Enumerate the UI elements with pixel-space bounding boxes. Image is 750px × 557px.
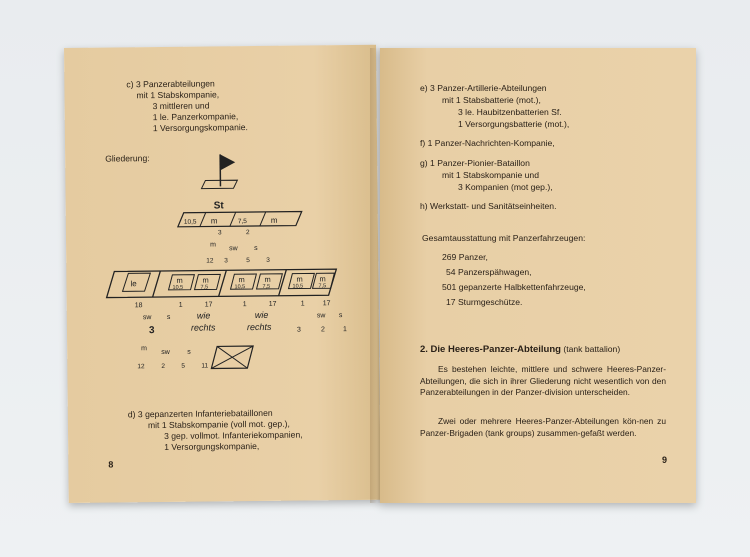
company-sub-1: 10,5 — [172, 284, 184, 291]
bottom-label-s-1: s — [166, 313, 171, 321]
section-c-line-5: 1 Versorgungskompanie. — [152, 122, 248, 134]
hq-box-3: 7,5 — [237, 218, 247, 226]
right-page — [380, 48, 696, 503]
hq-staff-label-m: m — [210, 241, 216, 249]
company-box-m2: m — [202, 275, 209, 285]
supply-label-s: s — [187, 348, 191, 356]
company-box-le: le — [130, 279, 137, 289]
section-c-line-4: 1 le. Panzerkompanie, — [152, 111, 239, 123]
supply-num-4: 11 — [201, 362, 209, 370]
company-box-m6: m — [319, 274, 326, 284]
section-d-line-4: 1 Versorgungskompanie, — [164, 440, 260, 452]
section-f: f) 1 Panzer-Nachrichten-Kompanie, — [420, 138, 555, 148]
gesamt-line-2: 54 Panzerspähwagen, — [446, 267, 532, 277]
hq-box-group — [178, 212, 302, 237]
company-sub-3: 10,5 — [234, 284, 246, 291]
supply-label-sw: sw — [161, 348, 170, 356]
company-count-6: 1 — [300, 300, 305, 308]
company-count-5: 17 — [268, 300, 277, 308]
company-sub-4: 7,5 — [262, 283, 271, 290]
gesamt-title: Gesamtausstattung mit Panzerfahrzeugen: — [422, 233, 586, 243]
bottom-num-3: 2 — [320, 326, 325, 334]
paragraph-1: Es bestehen leichte, mittlere und schwere Heeres-Panzer-Abteilungen, die sich in ihrer Gliederung nicht wesentlich von den Panzerabteilungen in der Panzer-division unterscheiden. — [420, 364, 666, 398]
section-g-line-2: mit 1 Stabskompanie und — [442, 170, 539, 180]
bottom-label-rechts-1: rechts — [190, 322, 216, 333]
hq-box-2: m — [210, 216, 218, 226]
company-boxes — [106, 269, 336, 297]
section-heading-sub: (tank battalion) — [560, 344, 621, 354]
st-label: St — [213, 200, 224, 212]
gesamt-line-1: 269 Panzer, — [442, 252, 488, 262]
page-number-right: 9 — [662, 455, 668, 465]
company-count-3: 17 — [204, 301, 213, 309]
bottom-num-4: 1 — [342, 326, 347, 334]
open-booklet — [64, 48, 694, 503]
section-d-line-1: d) 3 gepanzerten Infanteriebataillonen — [127, 407, 273, 420]
gesamt-line-3: 501 gepanzerte Halbkettenfahrzeuge, — [442, 282, 586, 292]
company-count-1: 18 — [134, 302, 143, 310]
bottom-row — [143, 309, 347, 336]
hq-staff-num-2: 3 — [224, 257, 228, 265]
supply-crate-icon — [211, 346, 253, 368]
supply-row — [137, 344, 253, 370]
supply-num-1: 12 — [137, 363, 145, 371]
company-sub-5: 10,5 — [292, 283, 304, 290]
company-sub-2: 7,5 — [200, 284, 209, 291]
section-c-line-3: 3 mittleren und — [152, 100, 210, 112]
gesamt-line-4: 17 Sturmgeschütze. — [446, 297, 523, 307]
section-e-line-4: 1 Versorgungsbatterie (mot.), — [458, 119, 570, 129]
section-e-line-3: 3 le. Haubitzenbatterien Sf. — [458, 107, 562, 117]
supply-num-3: 5 — [181, 362, 186, 370]
bottom-label-wie-1: wie — [196, 310, 211, 321]
hq-box-1: 10,5 — [183, 218, 197, 226]
left-page — [64, 45, 381, 503]
company-count-4: 1 — [242, 301, 247, 309]
hq-staff-num-1: 12 — [206, 257, 214, 265]
hq-count-2: 2 — [245, 229, 250, 237]
hq-count-1: 3 — [217, 229, 222, 237]
section-h: h) Werkstatt- und Sanitätseinheiten. — [420, 201, 557, 211]
bottom-label-sw-1: sw — [142, 314, 152, 322]
company-box-m4: m — [264, 274, 271, 284]
hq-staff-num-3: 5 — [246, 257, 250, 265]
company-box-m1: m — [176, 275, 183, 285]
gliederung-label: Gliederung: — [105, 153, 150, 164]
section-g-line-1: g) 1 Panzer-Pionier-Bataillon — [420, 158, 530, 168]
bottom-label-s-2: s — [338, 312, 343, 320]
section-c-line-1: c) 3 Panzerabteilungen — [126, 78, 215, 90]
company-box-m3: m — [238, 275, 245, 285]
company-counts — [135, 300, 331, 309]
supply-label-m: m — [141, 345, 148, 353]
section-heading — [420, 344, 620, 356]
organization-diagram — [65, 145, 368, 398]
company-count-7: 17 — [322, 300, 331, 308]
section-e-line-1: e) 3 Panzer-Artillerie-Abteilungen — [420, 83, 547, 93]
section-d-line-2: mit 1 Stabskompanie (voll mot. gep.), — [147, 418, 290, 431]
section-d-line-3: 3 gep. vollmot. Infanteriekompanien, — [164, 429, 303, 441]
bottom-label-sw-2: sw — [316, 312, 326, 320]
section-e-line-2: mit 1 Stabsbatterie (mot.), — [442, 95, 541, 105]
bottom-num-2: 3 — [296, 326, 301, 334]
supply-num-2: 2 — [161, 362, 166, 370]
hq-staff-num-4: 3 — [266, 256, 270, 264]
section-g-line-3: 3 Kompanien (mot gep.), — [458, 182, 553, 192]
page-number-left: 8 — [108, 459, 114, 470]
company-sub-6: 7,5 — [318, 283, 327, 290]
hq-box-4: m — [270, 215, 278, 225]
bottom-label-wie-2: wie — [254, 309, 269, 321]
hq-staff-group — [206, 241, 270, 265]
paragraph-2: Zwei oder mehrere Heeres-Panzer-Abteilungen kön-nen zu Panzer-Brigaden (tank groups) zusammen-gefaßt werden. — [420, 416, 666, 438]
company-box-m5: m — [296, 274, 303, 284]
hq-staff-label-s: s — [254, 244, 258, 253]
section-c-line-2: mit 1 Stabskompanie, — [136, 89, 220, 101]
company-count-2: 1 — [178, 301, 183, 309]
bottom-label-rechts-2: rechts — [246, 321, 272, 333]
flag-icon — [201, 154, 237, 188]
bottom-num-1: 3 — [148, 325, 155, 337]
section-heading-main: 2. Die Heeres-Panzer-Abteilung — [420, 344, 561, 355]
hq-staff-label-sw: sw — [229, 245, 238, 253]
